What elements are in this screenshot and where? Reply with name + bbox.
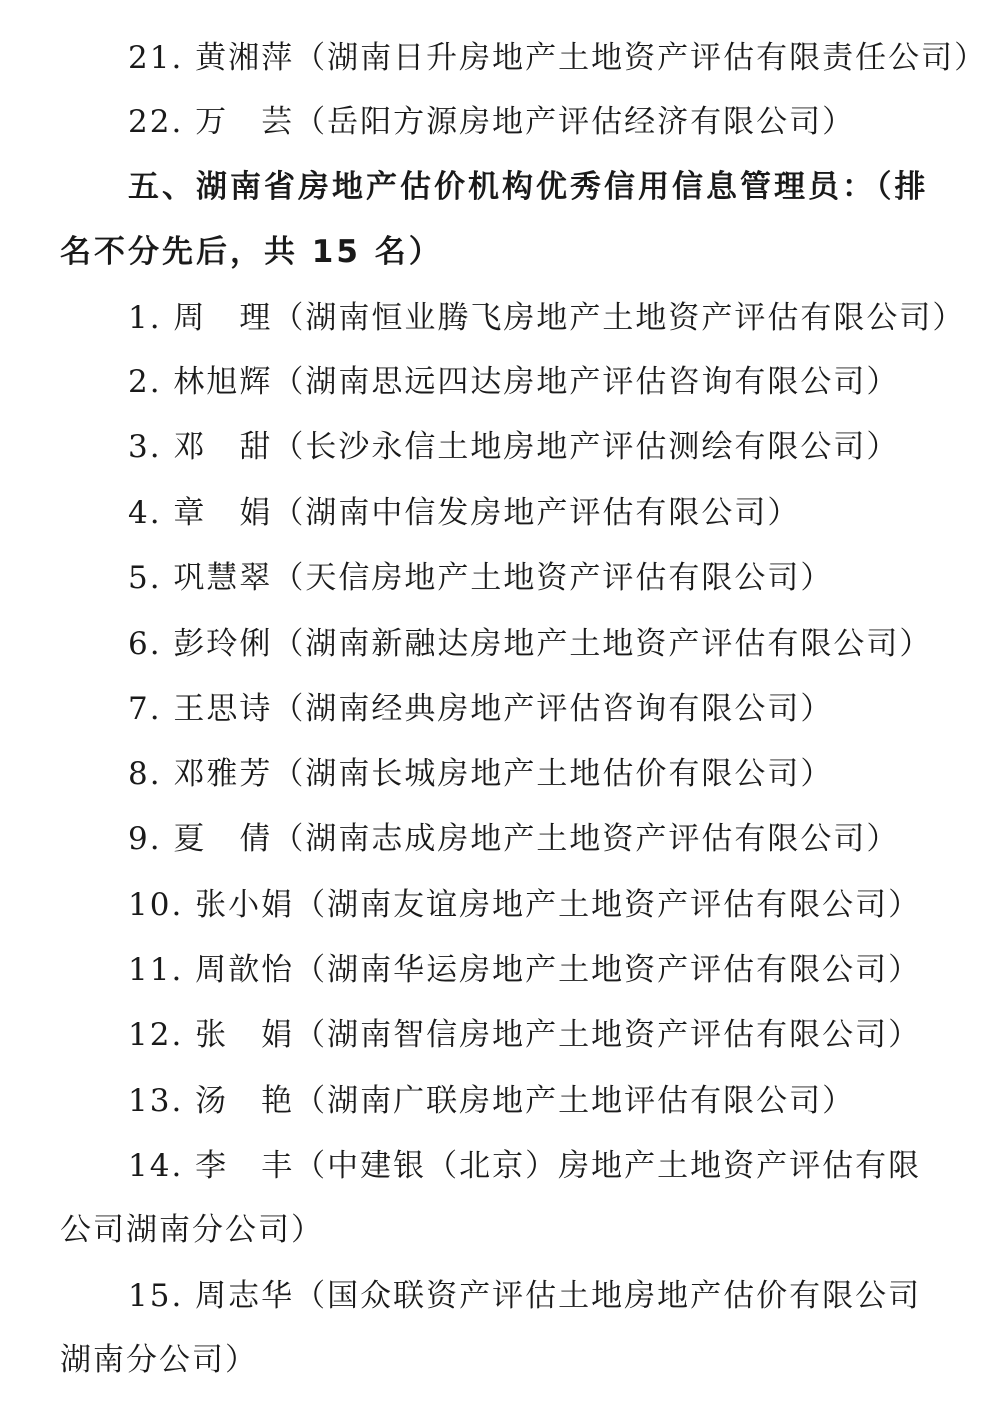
list-item-continuation: 湖南分公司）: [60, 1342, 258, 1378]
list-item: 15. 周志华（国众联资产评估土地房地产估价有限公司: [128, 1278, 922, 1314]
list-item-continuation: 公司湖南分公司）: [60, 1212, 324, 1248]
list-item: 4. 章 娟（湖南中信发房地产评估有限公司）: [128, 495, 801, 531]
list-item: 3. 邓 甜（长沙永信土地房地产评估测绘有限公司）: [128, 429, 900, 465]
list-item: 9. 夏 倩（湖南志成房地产土地资产评估有限公司）: [128, 821, 900, 857]
list-item: 5. 巩慧翠（天信房地产土地资产评估有限公司）: [128, 560, 834, 596]
section-heading-line2: 名不分先后，共 15 名）: [60, 234, 443, 270]
list-item-22: 22. 万 芸（岳阳方源房地产评估经济有限公司）: [128, 104, 856, 140]
list-item: 8. 邓雅芳（湖南长城房地产土地估价有限公司）: [128, 756, 834, 792]
list-item: 12. 张 娟（湖南智信房地产土地资产评估有限公司）: [128, 1017, 922, 1053]
list-item: 7. 王思诗（湖南经典房地产评估咨询有限公司）: [128, 691, 834, 727]
list-item: 6. 彭玲俐（湖南新融达房地产土地资产评估有限公司）: [128, 626, 933, 662]
list-item: 2. 林旭辉（湖南思远四达房地产评估咨询有限公司）: [128, 364, 900, 400]
list-item: 13. 汤 艳（湖南广联房地产土地评估有限公司）: [128, 1083, 856, 1119]
list-item: 1. 周 理（湖南恒业腾飞房地产土地资产评估有限公司）: [128, 300, 966, 336]
list-item: 10. 张小娟（湖南友谊房地产土地资产评估有限公司）: [128, 887, 922, 923]
list-item: 11. 周歆怡（湖南华运房地产土地资产评估有限公司）: [128, 952, 922, 988]
list-item-21: 21. 黄湘萍（湖南日升房地产土地资产评估有限责任公司）: [128, 40, 988, 76]
section-heading-line1: 五、湖南省房地产估价机构优秀信用信息管理员：（排: [128, 169, 929, 205]
list-item: 14. 李 丰（中建银（北京）房地产土地资产评估有限: [128, 1148, 922, 1184]
